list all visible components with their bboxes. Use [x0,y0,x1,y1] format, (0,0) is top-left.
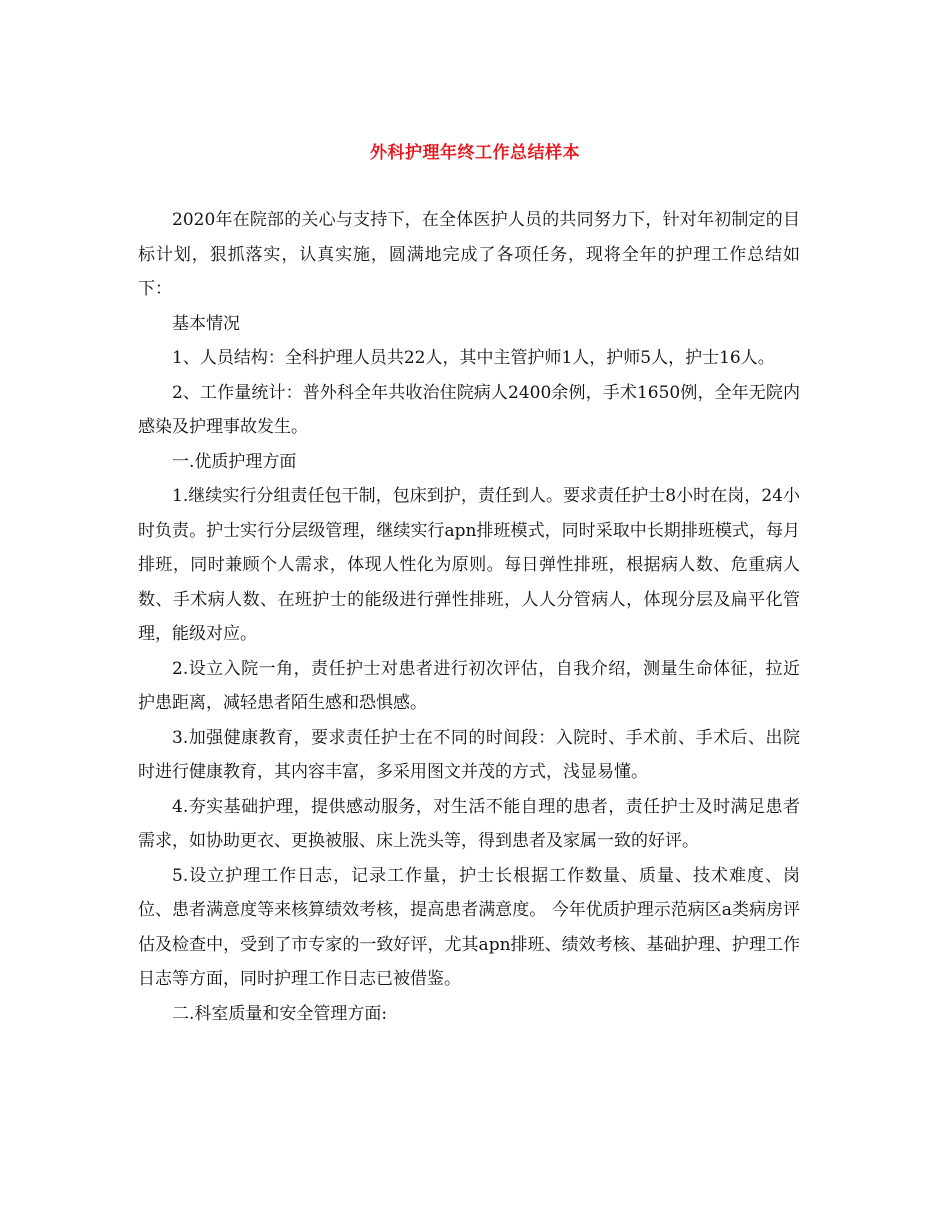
paragraph-item-3: 3.加强健康教育，要求责任护士在不同的时间段：入院时、手术前、手术后、出院时进行健康教育，其内容丰富，多采用图文并茂的方式，浅显易懂。 [138,727,800,782]
paragraph-section-2-heading: 二.科室质量和安全管理方面: [172,1003,388,1024]
paragraph-item-1: 1.继续实行分组责任包干制，包床到护，责任到人。要求责任护士8小时在岗，24小时负责。护士实行分层级管理，继续实行apn排班模式，同时采取中长期排班模式，每月排班，同时兼顾个人需求，体现人性化为原则。每日弹性排班，根据病人数、危重病人数、手术病人数、在班护士的能级进行弹性排班，人人分管病人，体现分层及扁平化管理，能级对应。 [138,486,800,644]
paragraph-intro: 2020年在院部的关心与支持下，在全体医护人员的共同努力下，针对年初制定的目标计划，狠抓落实，认真实施，圆满地完成了各项任务，现将全年的护理工作总结如下： [138,210,800,299]
paragraph-item-5: 5.设立护理工作日志，记录工作量，护士长根据工作数量、质量、技术难度、岗位、患者满意度等来核算绩效考核，提高患者满意度。 今年优质护理示范病区a类病房评估及检查中，受到了市专家的一致好评，尤其apn排班、绩效考核、基础护理、护理工作日志等方面，同时护理工作日志已被借鉴。 [138,865,800,989]
paragraph-staff-structure: 1、人员结构：全科护理人员共22人，其中主管护师1人，护师5人，护士16人。 [172,348,775,368]
paragraph-section-1-heading: 一.优质护理方面 [172,451,297,472]
document-body [138,203,800,1031]
paragraph-basic-heading: 基本情况 [172,313,240,334]
paragraph-item-4: 4.夯实基础护理，提供感动服务，对生活不能自理的患者，责任护士及时满足患者需求，如协助更衣、更换被服、床上洗头等，得到患者及家属一致的好评。 [138,796,800,851]
paragraph-workload: 2、工作量统计：普外科全年共收治住院病人2400余例，手术1650例，全年无院内感染及护理事故发生。 [138,382,800,437]
document-title: 外科护理年终工作总结样本 [370,143,580,163]
paragraph-item-2: 2.设立入院一角，责任护士对患者进行初次评估，自我介绍，测量生命体征，拉近护患距离，减轻患者陌生感和恐惧感。 [138,658,800,713]
